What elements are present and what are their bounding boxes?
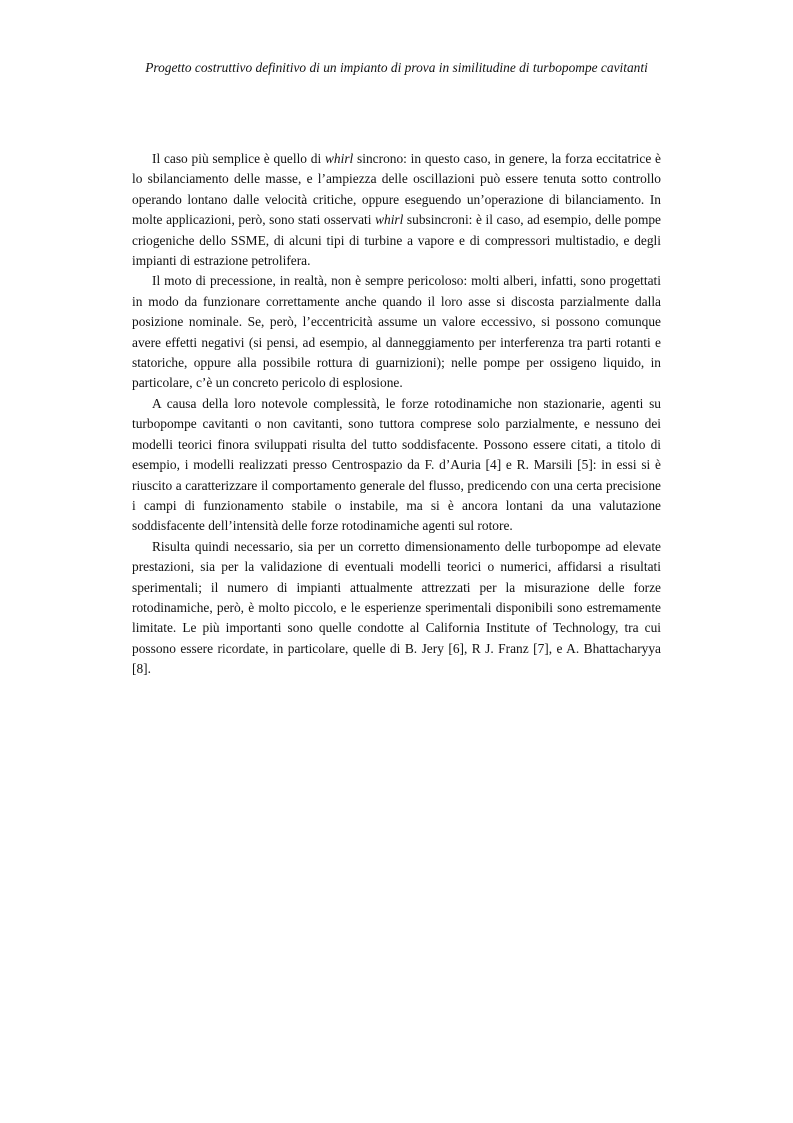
- paragraph-forze-rotodinamiche: A causa della loro notevole complessità, le forze rotodinamiche non stazionarie, agenti su turbopompe cavitanti o non cavitanti, sono tuttora comprese solo parzialmente, e nessuno dei modelli teorici finora sviluppati risulta del tutto soddisfacente. Possono essere citati, a titolo di esempio, i modelli realizzati presso Centrospazio da F. d’Auria [4] e R. Marsili [5]: in essi si è riuscito a caratterizzare il comportamento generale del flusso, predicendo con una certa precisione i campi di funzionamento stabile o instabile, ma si è ancora lontani da una valutazione soddisfacente dell’intensità delle forze rotodinamiche agenti sul rotore.: [132, 395, 661, 534]
- paragraph-moto-precessione: Il moto di precessione, in realtà, non è sempre pericoloso: molti alberi, infatti, sono progettati in modo da funzionare correttamente anche quando il loro asse si discosta parzialmente dalla posizione nominale. Se, però, l’eccentricità assume un valore eccessivo, si possono comunque avere effetti negativi (si pensi, ad esempio, al danneggiamento per interferenza tra parti rotanti e statoriche, oppure alla possibile rottura di guarnizioni); nelle pompe per ossigeno liquido, in particolare, c’è un concreto pericolo di esplosione.: [132, 273, 661, 391]
- paragraph-text: Il caso più semplice è quello di: [152, 151, 325, 166]
- term-whirl: whirl: [324, 151, 354, 166]
- paragraph-risultati-sperimentali: Risulta quindi necessario, sia per un corretto dimensionamento delle turbopompe ad elevate prestazioni, sia per la validazione di eventuali modelli teorici o numerici, affidarsi a risultati sperimentali; il numero di impianti attualmente attrezzati per la misurazione delle forze rotodinamiche, però, è molto piccolo, e le esperienze sperimentali disponibili sono estremamente limitate. Le più importanti sono quelle condotte al California Institute of Technology, tra cui possono essere ricordate, in particolare, quelle di B. Jery [6], R J. Franz [7], e A. Bhattacharyya [8].: [132, 538, 661, 677]
- running-header: Progetto costruttivo definitivo di un impianto di prova in similitudine di turbopompe cavitanti: [145, 60, 648, 75]
- paragraph-whirl-sincrono: [132, 149, 661, 271]
- paragraph-text: sincrono: in questo caso, in genere, la forza eccitatrice è lo sbilanciamento delle masse, e l’ampiezza delle oscillazioni può essere tenuta sotto controllo operando lontano dalle velocità critiche, oppure eseguendo un’operazione di bilanciamento. In molte applicazioni, però, sono stati osservati: [132, 151, 661, 228]
- paragraph-text: subsincroni: è il caso, ad esempio, delle pompe criogeniche dello SSME, di alcuni tipi di turbine a vapore e di compressori multistadio, e degli impianti di estrazione petrolifera.: [132, 212, 662, 269]
- body-text: [132, 149, 661, 680]
- term-whirl: whirl: [375, 212, 404, 228]
